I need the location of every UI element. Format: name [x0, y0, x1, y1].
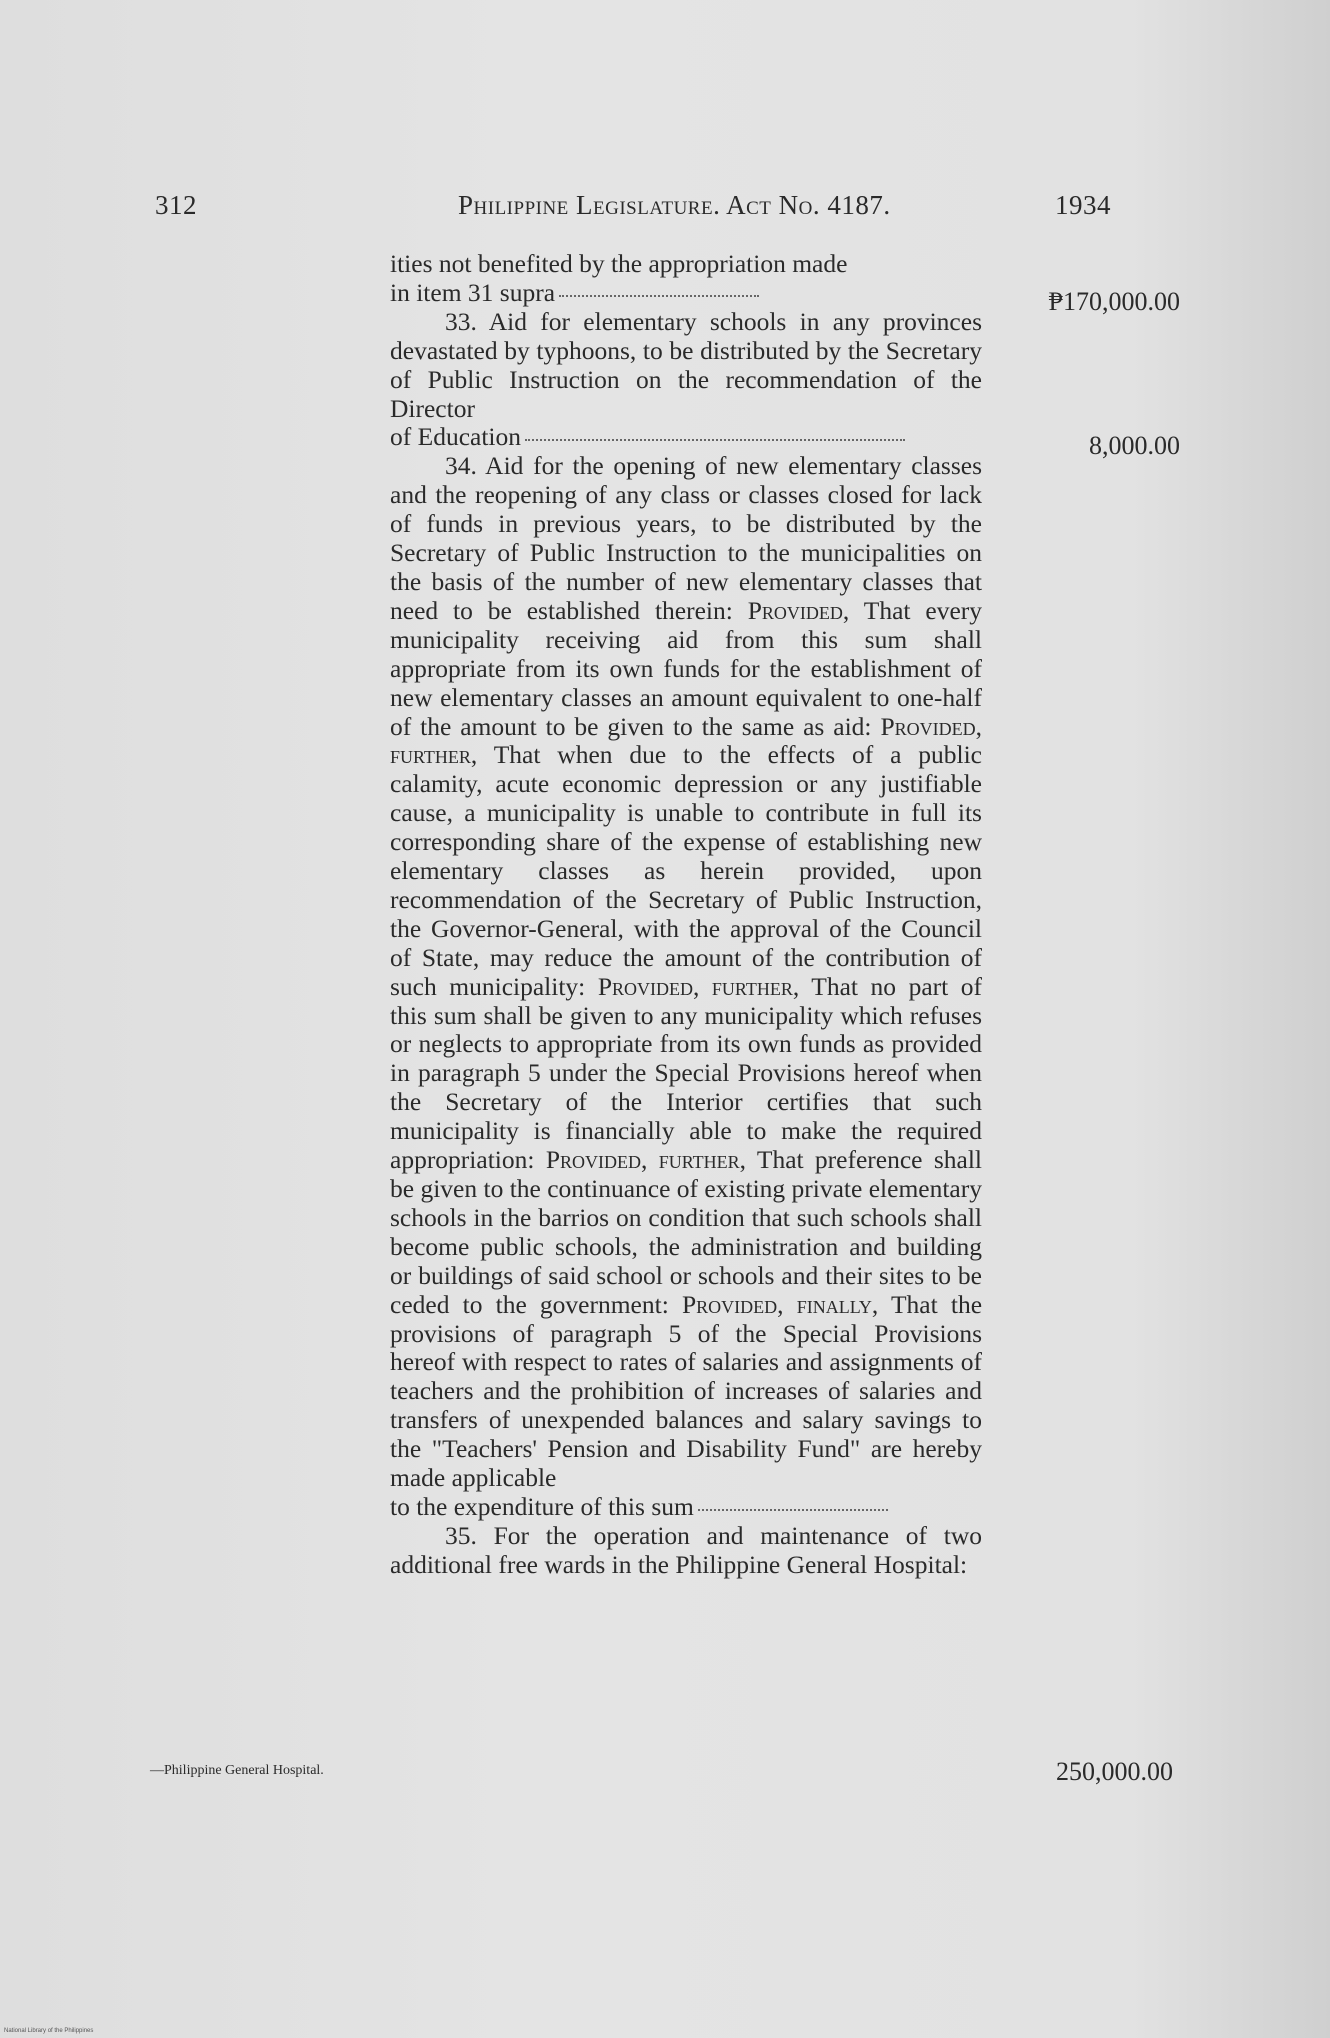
amount-item-32: ₱170,000.00	[1048, 287, 1180, 316]
item-34	[390, 452, 982, 1522]
proviso-5: Provided, finally,	[681, 1289, 879, 1319]
proviso-2: Provided, further,	[390, 711, 982, 770]
proviso-1: Provided,	[747, 595, 850, 625]
body-text	[390, 250, 982, 1580]
dot-leader	[559, 295, 759, 297]
item-33	[390, 308, 982, 453]
amount-item-34: 250,000.00	[1056, 1757, 1173, 1786]
proviso-4: Provided, further,	[545, 1145, 746, 1175]
dot-leader	[698, 1509, 888, 1511]
item-34-part-d: That no part of this sum shall be given to any municipality which refuses or neglects to appropriate from its own funds as provided in paragraph 5 under the Special Provisions hereof when the Secretary of the Interior certifies that such municipality is financially able to make the required appropriation:	[390, 971, 982, 1175]
running-head: Philippine Legislature. Act No. 4187.	[458, 190, 891, 220]
item-34-part-e: That preference shall be given to the continuance of existing private elementary schools in the barrios on condition that such schools shall become public schools, the administration and building or buildings of said school or schools and their sites to be ceded to the government:	[390, 1145, 982, 1319]
item-34-last: to the expenditure of this sum	[390, 1492, 694, 1521]
item-34-part-c: That when due to the effects of a public calamity, acute economic depression or any justifiable cause, a municipality is unable to contribute in full its corresponding share of the expense of establishing new elementary classes as herein provided, upon recommendation of the Secretary of Public Instruction, the Governor-General, with the approval of the Council of State, may reduce the amount of the contribution of such municipality:	[390, 740, 982, 1001]
item-33-last: of Education	[390, 423, 521, 452]
item-34-part-f: That the provisions of paragraph 5 of the Special Provisions hereof with respect to rates of salaries and assignments of teachers and the prohibition of increases of salaries and transfers of unexpended balances and salary savings to the "Teachers' Pension and Disability Fund" are hereby made applicable	[390, 1289, 983, 1493]
item-35-text: 35. For the operation and maintenance of two additional free wards in the Philippine General Hospital:	[390, 1520, 982, 1579]
amount-item-33: 8,000.00	[1089, 431, 1180, 460]
proviso-3: Provided, further,	[597, 971, 800, 1001]
item-34-last-line	[390, 1493, 982, 1522]
item-33-text: 33. Aid for elementary schools in any provinces devastated by typhoons, to be distributed by the Secretary of Public Instruction on the recommendation of the Director	[390, 306, 982, 423]
item-32-text: in item 31 supra	[390, 278, 556, 307]
header-year: 1934	[1055, 190, 1111, 220]
item-34-part-b: That every municipality receiving aid from this sum shall appropriate from its own funds for the establishment of new elementary classes an amount equivalent to one-half of the amount to be given to the same as aid:	[390, 595, 983, 741]
item-32-line-1: ities not benefited by the appropriation made	[390, 250, 848, 278]
item-33-last-line	[390, 423, 982, 452]
page-number: 312	[155, 190, 197, 220]
item-32	[390, 250, 982, 308]
dot-leader	[525, 439, 905, 441]
item-32-line-2	[390, 279, 982, 308]
item-34-part-a: 34. Aid for the opening of new elementary classes and the reopening of any class or classes closed for lack of funds in previous years, to be distributed by the Secretary of Public Instruction to the municipalities on the basis of the number of new elementary classes that need to be established therein:	[390, 451, 982, 625]
scan-footer: National Library of the Philippines	[4, 2028, 94, 2034]
item-35	[390, 1522, 982, 1580]
margin-note: —Philippine General Hospital.	[150, 1763, 324, 1778]
page-header	[0, 190, 1330, 230]
